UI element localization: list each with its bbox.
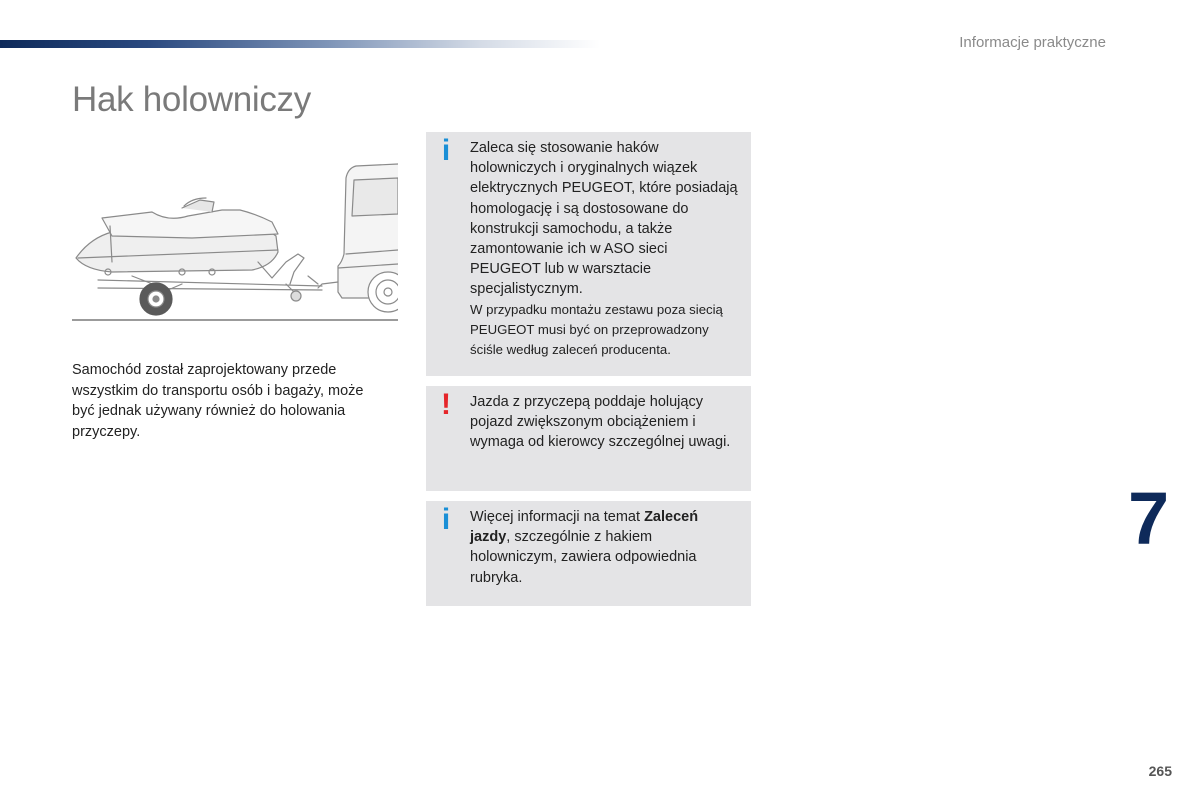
warning-note: [426, 386, 751, 491]
info-note-driving-advice: [426, 501, 751, 606]
info-note-recommendation: [426, 132, 751, 376]
info-icon: i: [441, 503, 451, 536]
info-note-reference-paragraph: [470, 507, 741, 588]
info-icon: i: [441, 134, 451, 167]
page-number: 265: [1148, 763, 1172, 779]
info-note-bold-reference: Zaleceń jazdy: [470, 509, 699, 546]
intro-paragraph: Samochód został zaprojektowany przede wszystkim do transportu osób i bagaży, może być jednak używany również do holowania przyczepy.: [72, 362, 364, 440]
info-note-paragraph: Zaleca się stosowanie haków holowniczych i oryginalnych wiązek elektrycznych PEUGEOT, które posiadają homologację i są dostosowane do konstrukcji samochodu, a także zamontowanie ich w ASO sieci PEUGEOT lub w warsztacie specjalistycznym.: [470, 140, 738, 298]
section-title: Informacje praktyczne: [959, 34, 1106, 51]
page-title: Hak holowniczy: [72, 80, 311, 119]
info-note-small-paragraph: W przypadku montażu zestawu poza siecią PEUGEOT musi być on przeprowadzony ściśle według zaleceń producenta.: [470, 301, 723, 358]
chapter-number: 7: [1128, 477, 1170, 560]
info-note-text-after: , szczególnie z hakiem holowniczym, zawiera odpowiednia rubryka.: [470, 529, 697, 586]
info-note-text-before: Więcej informacji na temat: [470, 509, 645, 525]
warning-note-paragraph: Jazda z przyczepą poddaje holujący pojazd zwiększonym obciążeniem i wymaga od kierowcy szczególnej uwagi.: [470, 394, 731, 451]
warning-icon: !: [441, 388, 451, 421]
trailer-jet-ski-illustration: [72, 158, 398, 324]
